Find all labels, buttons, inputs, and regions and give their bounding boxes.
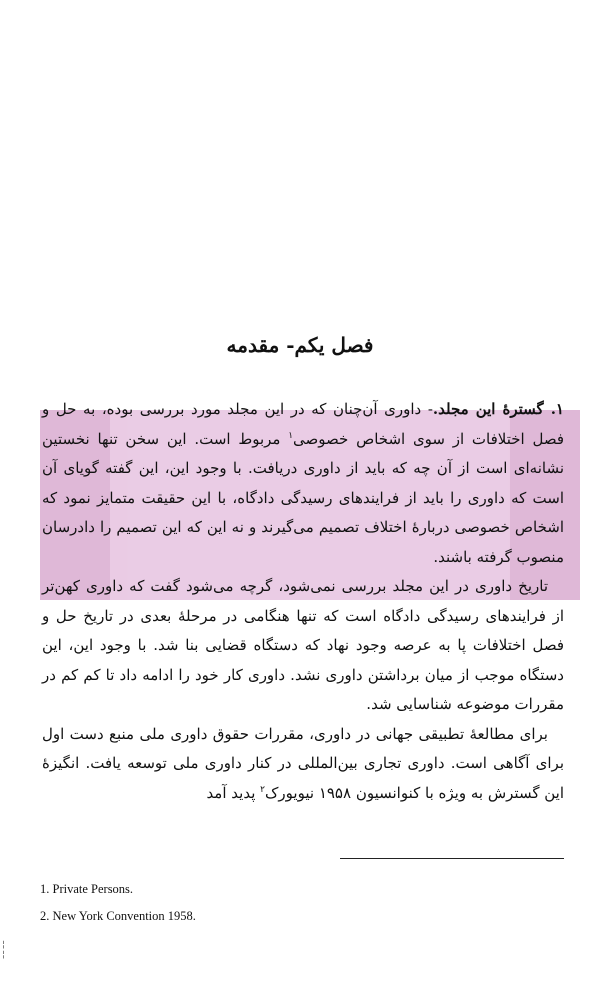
paragraph-1	[42, 395, 564, 572]
paragraph-1-text: - داوری آن‌چنان که در این مجلد مورد بررسی بوده، به حل و فصل اختلافات از سوی اشخاص خصوصی	[42, 400, 564, 448]
side-marks: ¦ ¦	[2, 940, 6, 960]
footnote-1: 1. Private Persons.	[40, 882, 134, 896]
chapter-title: فصل یکم- مقدمه	[226, 333, 374, 357]
paragraph-1-lead: ۱. گسترهٔ این مجلد.	[432, 400, 564, 418]
paragraph-3-text-after: پدید آمد	[206, 783, 261, 802]
body-text	[42, 395, 564, 808]
paragraph-2: تاریخ داوری در این مجلد بررسی نمی‌شود، گرچه می‌شود گفت که داوری کهن‌تر از فرایندهای رسیدگی دادگاه است که تنها هنگامی در مرحلهٔ بعدی در تاریخ حل و فصل اختلافات پا به عرصه وجود نهاد که دستگاه قضایی بنا شد. با وجود این، این دستگاه موجب از میان برداشتن داوری نشد. داوری کار خود را ادامه داد تا کم کم در مقررات موضوعه شناسایی شد.	[42, 577, 564, 713]
footnote-ref-1[interactable]: ۱	[288, 430, 294, 441]
paragraph-3	[42, 720, 564, 809]
footnotes	[40, 876, 440, 930]
paragraph-3-text: برای مطالعهٔ تطبیقی جهانی در داوری، مقررات حقوق داوری ملی منبع دست اول برای آگاهی است. داوری تجاری بین‌المللی در کنار داوری ملی توسعه یافت. انگیزهٔ این گسترش به ویژه با کنوانسیون ۱۹۵۸ نیویورک	[42, 724, 564, 802]
paragraph-1-text-after: مربوط است. این سخن تنها نخستین نشانه‌ای است از آن چه که باید از داوری دریافت. با وجود این، این گفته گویای آن است که داوری را باید از فرایندهای رسیدگی دادگاه، با این حقیقت متمایز نمود که اشخاص خصوصی دربارهٔ اختلاف تصمیم می‌گیرند و نه این که این تصمیم را دادرسان منصوب گرفته باشند.	[42, 429, 564, 566]
footnote-divider	[340, 858, 564, 859]
footnote-2: 2. New York Convention 1958.	[40, 909, 196, 923]
footnote-ref-2[interactable]: ۲	[260, 784, 265, 795]
